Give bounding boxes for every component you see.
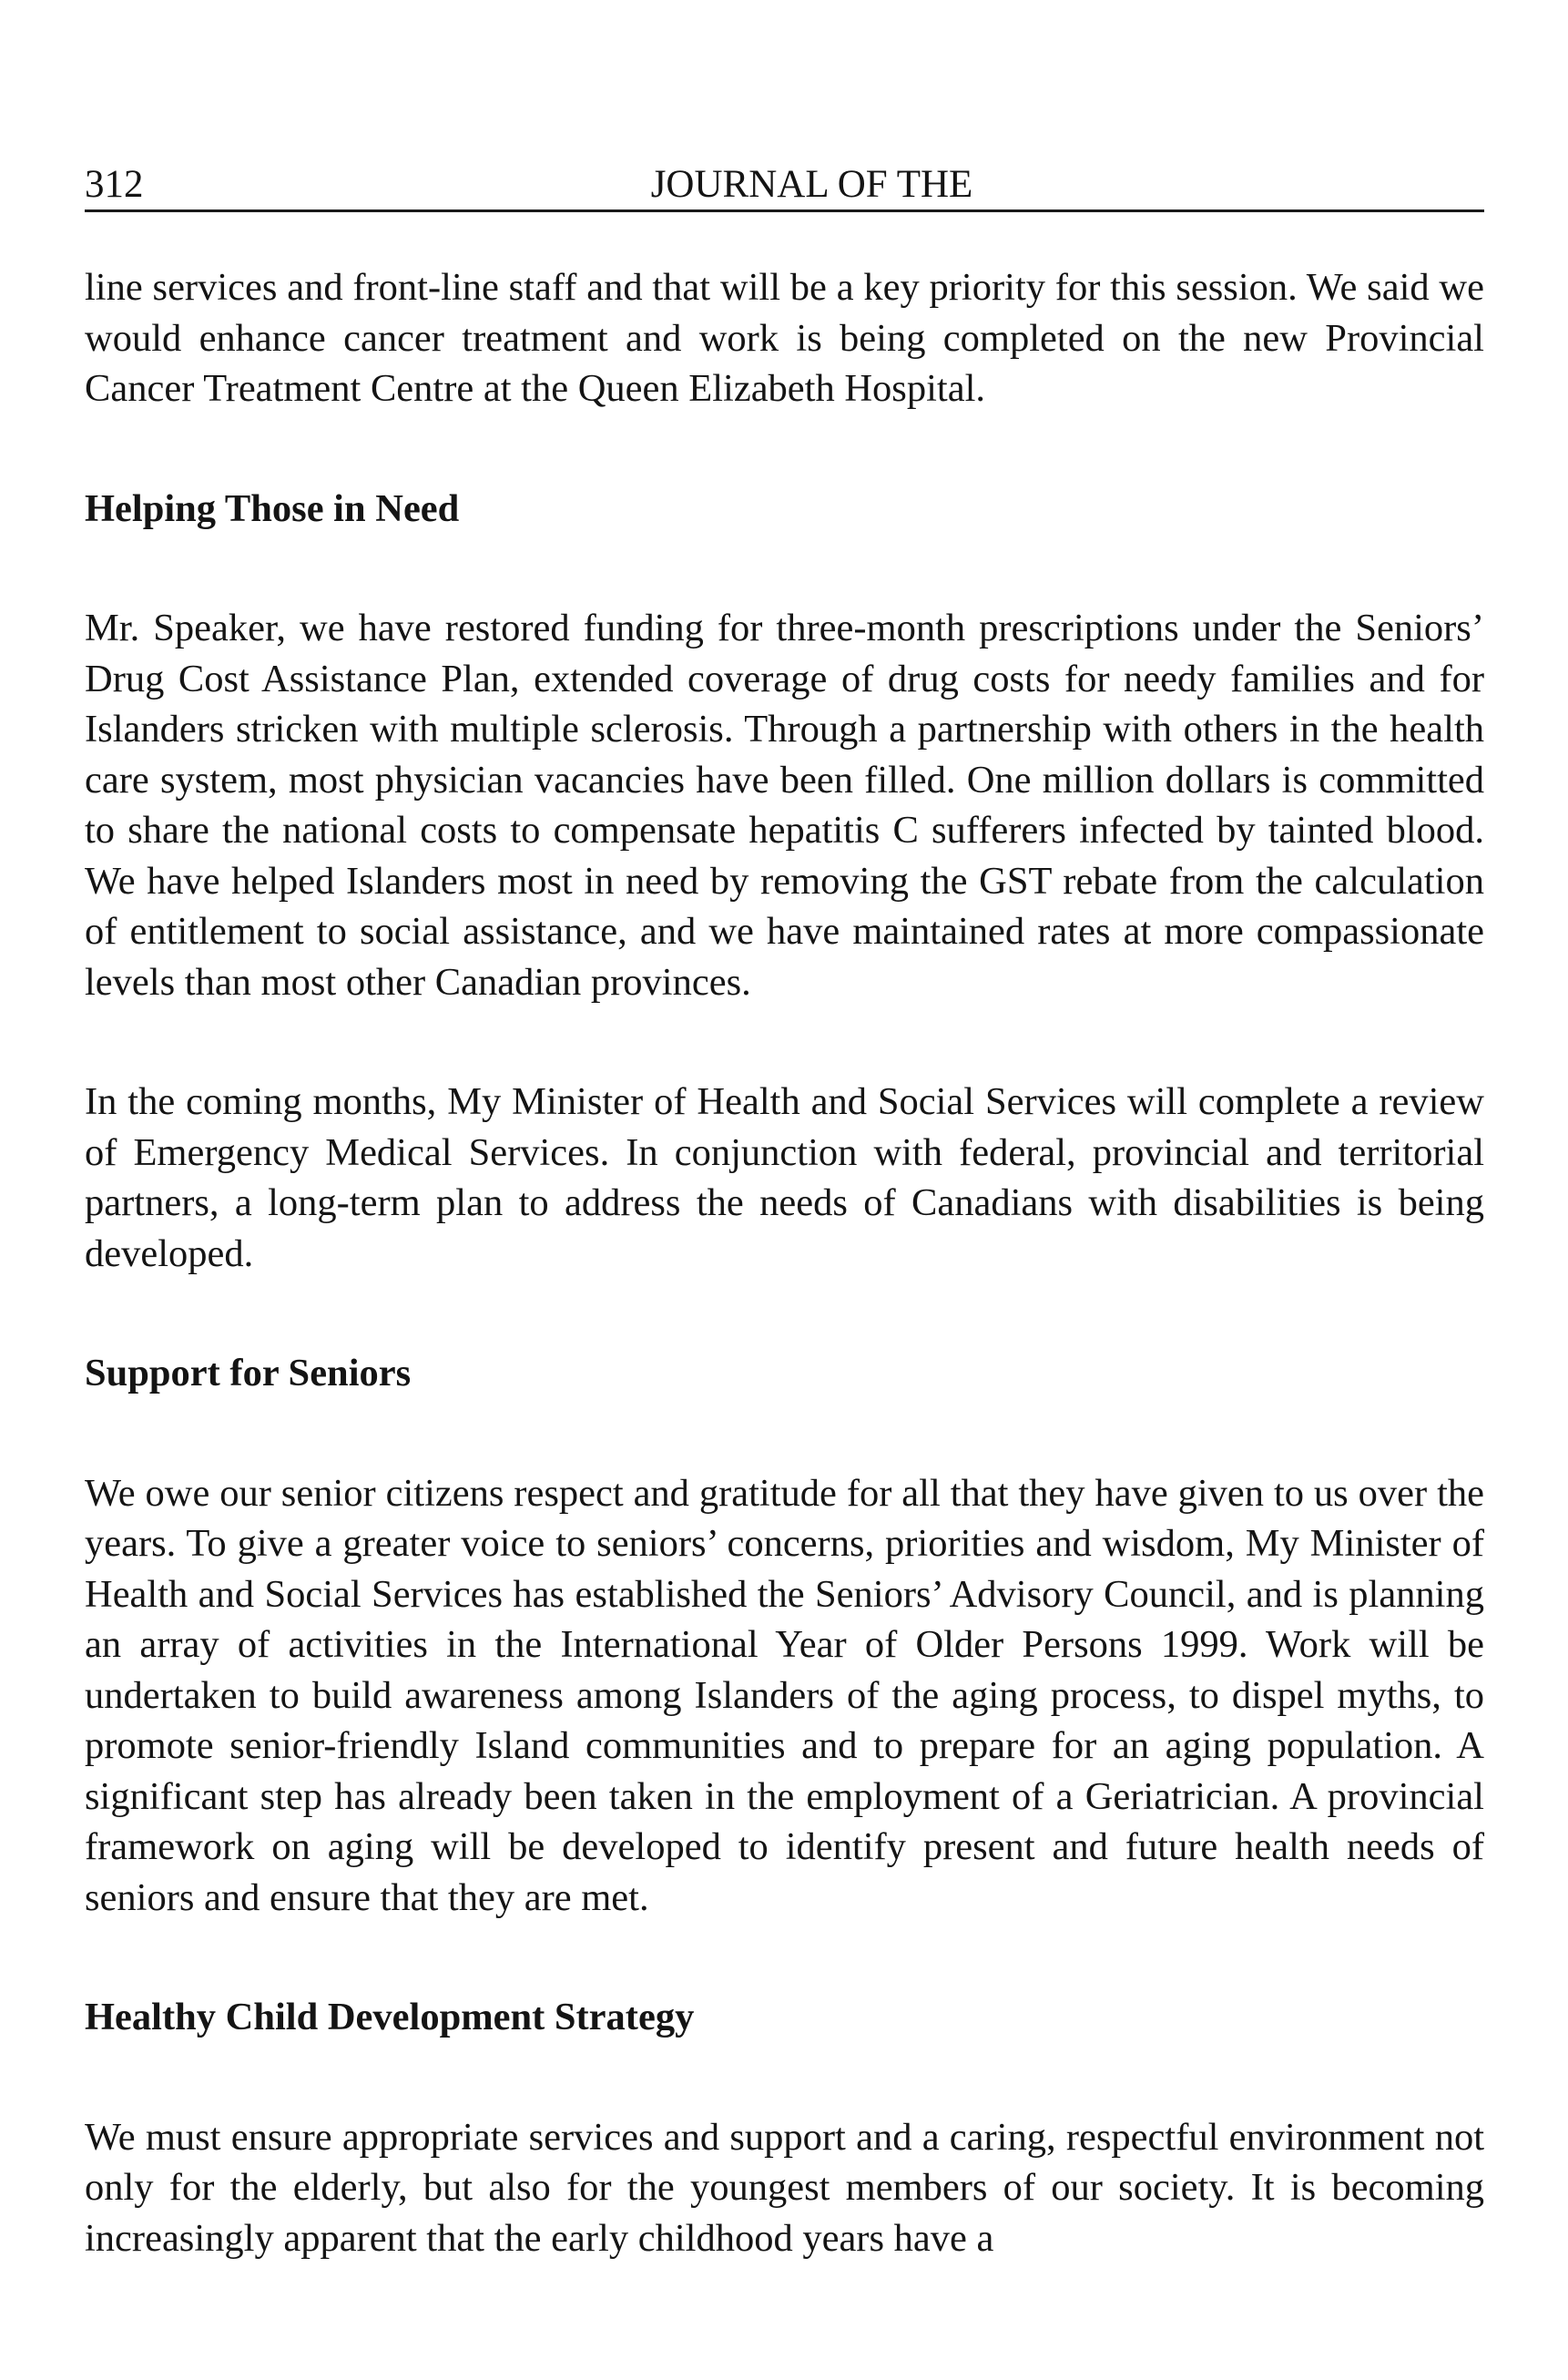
page-body (85, 262, 1484, 2263)
section-heading-support-for-seniors: Support for Seniors (85, 1352, 412, 1394)
running-head: JOURNAL OF THE (650, 163, 973, 206)
paragraph-youngest-members: We must ensure appropriate services and support and a caring, respectful environment not only for the elderly, but also for the youngest members of our society. It is becoming increasingly apparent that the early childhood years have a (85, 2115, 1484, 2260)
paragraph-senior-citizens: We owe our senior citizens respect and gratitude for all that they have given to us over the years. To give a greater voice to seniors’ concerns, priorities and wisdom, My Minister of Health and Social Services has established the Seniors’ Advisory Council, and is planning an array of activities in the International Year of Older Persons 1999. Work will be undertaken to build awareness among Islanders of the aging process, to dispel myths, to promote senior-friendly Island communities and to prepare for an aging population. A significant step has already been taken in the employment of a Geriatrician. A provincial framework on aging will be developed to identify present and future health needs of seniors and ensure that they are met. (85, 1471, 1484, 1919)
section-heading-healthy-child-development: Healthy Child Development Strategy (85, 1996, 695, 2038)
section-heading-helping-those-in-need: Helping Those in Need (85, 486, 460, 530)
page-header (85, 160, 1484, 212)
paragraph-health-services: line services and front-line staff and that will be a key priority for this session. We said we would enhance cancer treatment and work is being completed on the new Provincial Cancer Treatment Centre at the Queen Elizabeth Hospital. (85, 266, 1484, 410)
paragraph-restored-funding: Mr. Speaker, we have restored funding for three-month prescriptions under the Seniors’ Drug Cost Assistance Plan, extended coverage of drug costs for needy families and for Islanders stricken with multiple sclerosis. Through a partnership with others in the health care system, most physician vacancies have been filled. One million dollars is committed to share the national costs to compensate hepatitis C sufferers infected by tainted blood. We have helped Islanders most in need by removing the GST rebate from the calculation of entitlement to social assistance, and we have maintained rates at more compassionate levels than most other Canadian provinces. (85, 607, 1484, 1004)
page-number: 312 (85, 163, 144, 206)
paragraph-coming-months: In the coming months, My Minister of Health and Social Services will complete a review of Emergency Medical Services. In conjunction with federal, provincial and territorial partners, a long-term plan to address the needs of Canadians with disabilities is being developed. (85, 1080, 1484, 1275)
